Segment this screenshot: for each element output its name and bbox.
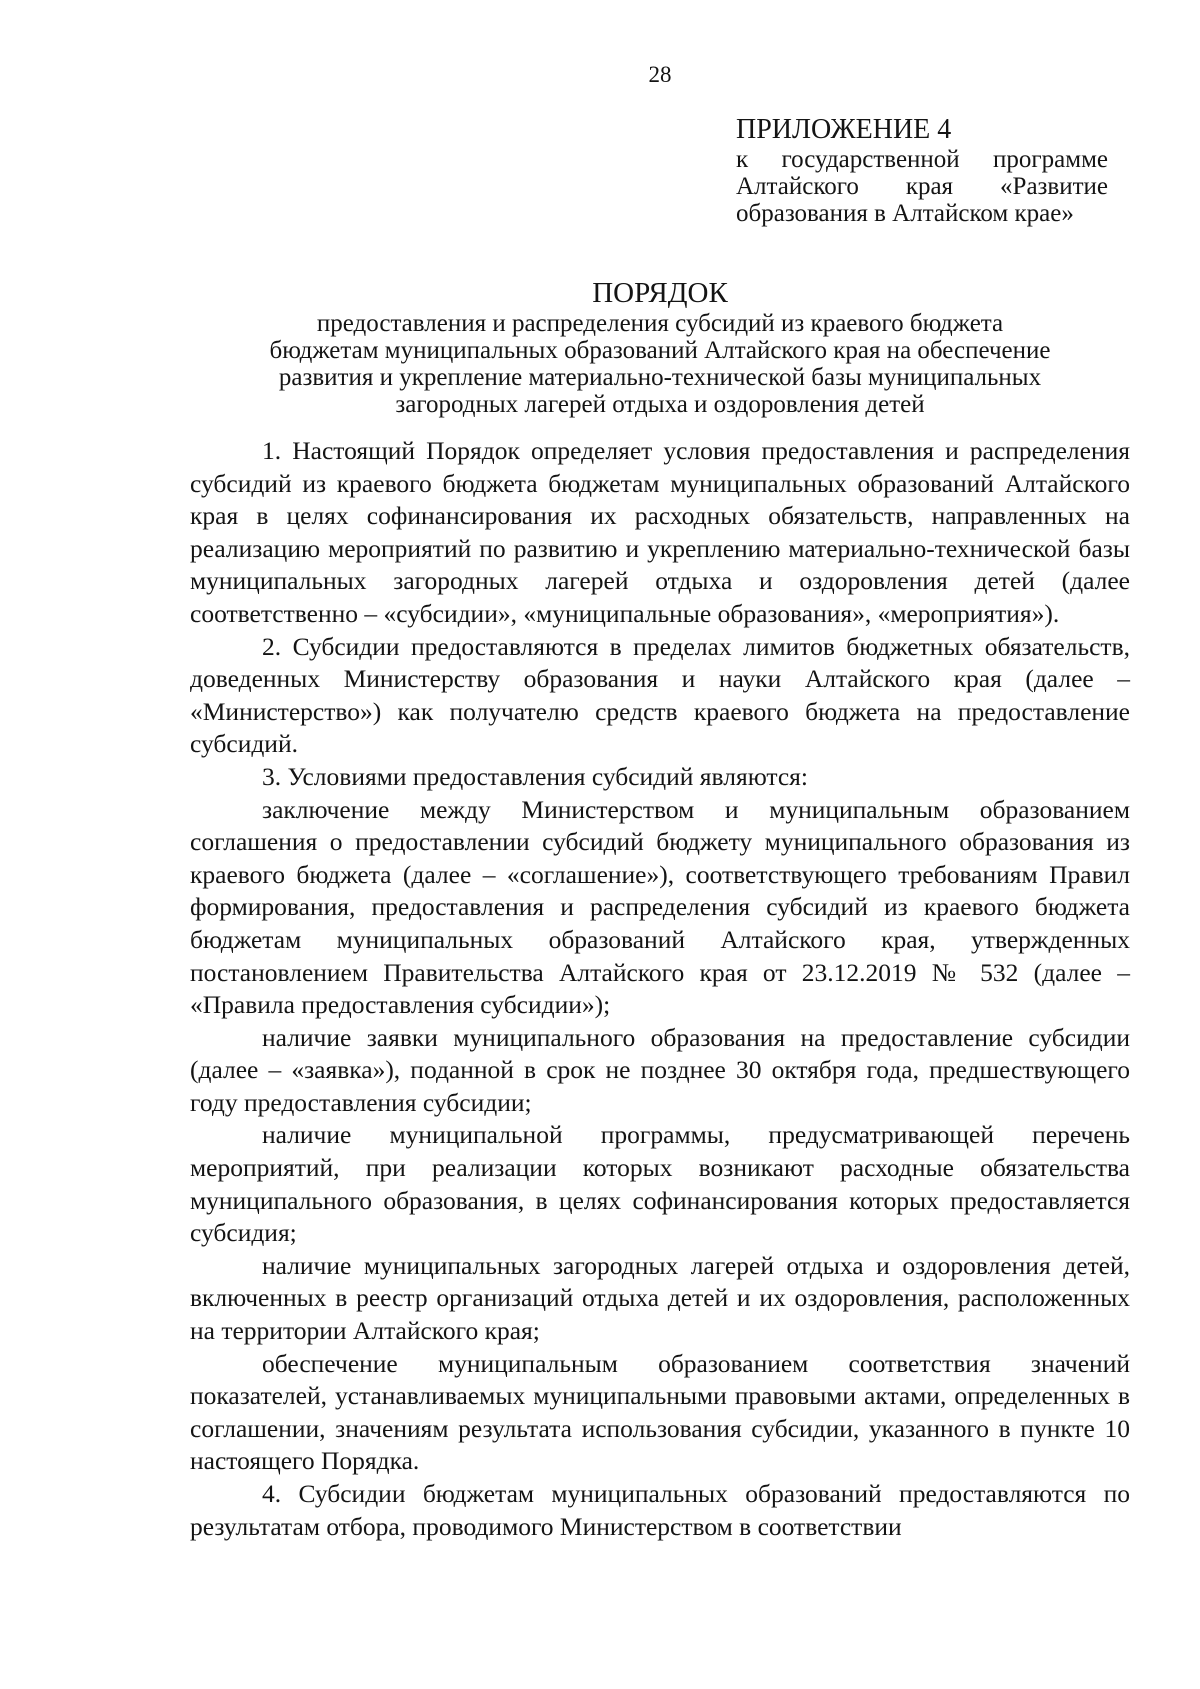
condition-agreement: заключение между Министерством и муниципальным образованием соглашения о предоставлении субсидий бюджету муниципального образования из краевого бюджета (далее – «соглашение»), соответствующего требованиям Правил формирования, предоставления и распределения субсидий из краевого бюджета бюджетам муниципальных образований Алтайского края, утвержденных постановлением Правительства Алтайского края от 23.12.2019 № 532 (далее – «Правила предоставления субсидии»); bbox=[190, 794, 1130, 1020]
condition-camps: наличие муниципальных загородных лагерей отдыха и оздоровления детей, включенных в реестр организаций отдыха детей и их оздоровления, расположенных на территории Алтайского края; bbox=[190, 1250, 1130, 1346]
document-heading bbox=[190, 276, 1130, 418]
paragraph-3: 3. Условиями предоставления субсидий являются: bbox=[262, 761, 808, 791]
paragraph-4: 4. Субсидии бюджетам муниципальных образований предоставляются по результатам отбора, проводимого Министерством в соответствии bbox=[190, 1479, 1130, 1541]
condition-municipal-program: наличие муниципальной программы, предусматривающей перечень мероприятий, при реализации которых возникают расходные обязательства муниципального образования, в целях софинансирования которых предоставляется субсидия; bbox=[190, 1120, 1130, 1248]
document-body bbox=[190, 435, 1130, 1543]
heading-line: предоставления и распределения субсидий из краевого бюджета bbox=[316, 310, 1004, 337]
page-number: 28 bbox=[648, 62, 672, 87]
appendix-line: Алтайского края «Развитие bbox=[736, 173, 1108, 200]
heading-line: загородных лагерей отдыха и оздоровления детей bbox=[395, 391, 925, 418]
appendix-title: ПРИЛОЖЕНИЕ 4 bbox=[736, 114, 952, 145]
heading-line: развития и укрепление материально-технической базы муниципальных bbox=[278, 364, 1042, 391]
heading-title: ПОРЯДОК bbox=[592, 277, 728, 309]
condition-indicators: обеспечение муниципальным образованием соответствия значений показателей, устанавливаемых муниципальными правовыми актами, определенных в соглашении, значениям результата использования субсидии, указанного в пункте 10 настоящего Порядка. bbox=[190, 1348, 1130, 1476]
paragraph-1: 1. Настоящий Порядок определяет условия предоставления и распределения субсидий из краевого бюджета бюджетам муниципальных образований Алтайского края в целях софинансирования их расходных обязательств, направленных на реализацию мероприятий по развитию и укреплению материально-технической базы муниципальных загородных лагерей отдыха и оздоровления детей (далее соответственно – «субсидии», «муниципальные образования», «мероприятия»). bbox=[190, 436, 1130, 628]
paragraph-2: 2. Субсидии предоставляются в пределах лимитов бюджетных обязательств, доведенных Министерству образования и науки Алтайского края (далее – «Министерство») как получателю средств краевого бюджета на предоставление субсидий. bbox=[190, 631, 1130, 759]
condition-application: наличие заявки муниципального образования на предоставление субсидии (далее – «заявка»), поданной в срок не позднее 30 октября года, предшествующего году предоставления субсидии; bbox=[190, 1022, 1130, 1117]
heading-line: бюджетам муниципальных образований Алтайского края на обеспечение bbox=[269, 337, 1051, 364]
appendix-line: к государственной программе bbox=[736, 146, 1108, 173]
appendix-line: образования в Алтайском крае» bbox=[736, 200, 1074, 227]
appendix-block bbox=[736, 114, 1108, 227]
